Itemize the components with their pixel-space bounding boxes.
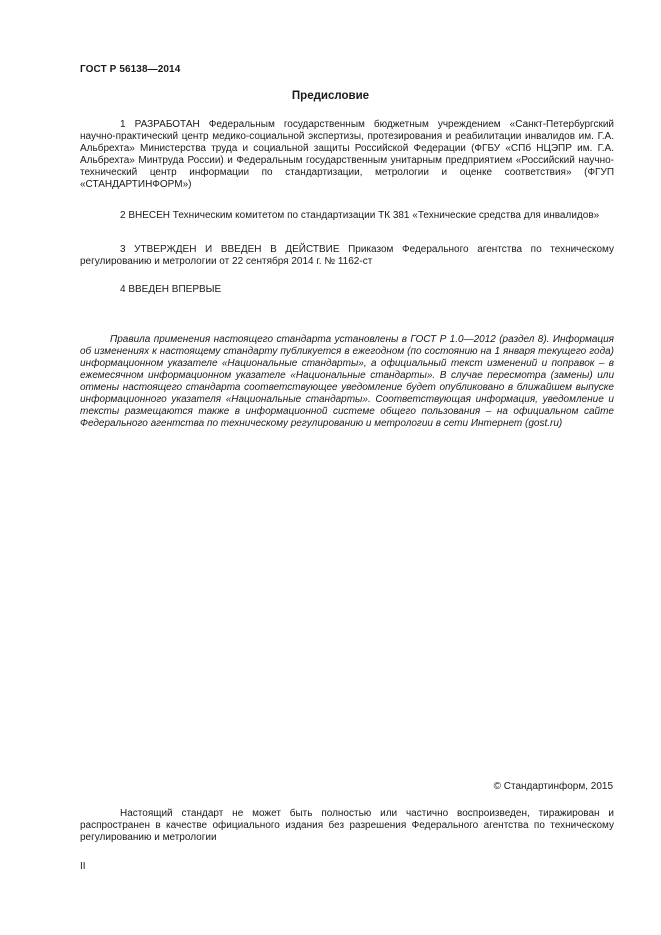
preface-item-2: 2 ВНЕСЕН Техническим комитетом по стандартизации ТК 381 «Технические средства для инвалидов»	[120, 210, 600, 221]
standard-id: ГОСТ Р 56138—2014	[80, 64, 181, 75]
preface-item-3: 3 УТВЕРЖДЕН И ВВЕДЕН В ДЕЙСТВИЕ Приказом Федерального агентства по техническому регулированию и метрологии от 22 сентября 2014 г. № 1162-ст	[80, 244, 614, 267]
preface-item-1: 1 РАЗРАБОТАН Федеральным государственным бюджетным учреждением «Санкт-Петербургский научно-практический центр медико-социальной экспертизы, протезирования и реабилитации инвалидов им. Г.А. Альбрехта» Министерства труда и социальной защиты Российской Федерации (ФГБУ «СПб НЦЭПР им. Г.А. Альбрехта» Минтруда России) и Федеральным государственным унитарным предприятием «Российский научно-технический центр информации по стандартизации, метрологии и оценке соответствия» (ФГУП «СТАНДАРТИНФОРМ»)	[80, 119, 614, 190]
rules-note: Правила применения настоящего стандарта установлены в ГОСТ Р 1.0—2012 (раздел 8). Информация об изменениях к настоящему стандарту публикуется в ежегодном (по состоянию на 1 января текущего года) информационном указателе «Национальные стандарты», а официальный текст изменений и поправок – в ежемесячном информационном указателе «Национальные стандарты». В случае пересмотра (замены) или отмены настоящего стандарта соответствующее уведомление будет опубликовано в ближайшем выпуске информационного указателя «Национальные стандарты». Соответствующая информация, уведомление и тексты размещаются также в информационной системе общего пользования – на официальном сайте Федерального агентства по техническому регулированию и метрологии в сети Интернет (gost.ru)	[80, 334, 614, 429]
reproduction-notice: Настоящий стандарт не может быть полностью или частично воспроизведен, тиражирован и распространен в качестве официального издания без разрешения Федерального агентства по техническому регулированию и метрологии	[80, 808, 614, 843]
preface-item-4: 4 ВВЕДЕН ВПЕРВЫЕ	[120, 284, 222, 295]
copyright: © Стандартинформ, 2015	[493, 781, 613, 792]
page-number: II	[80, 861, 86, 872]
preface-title: Предисловие	[291, 90, 370, 102]
